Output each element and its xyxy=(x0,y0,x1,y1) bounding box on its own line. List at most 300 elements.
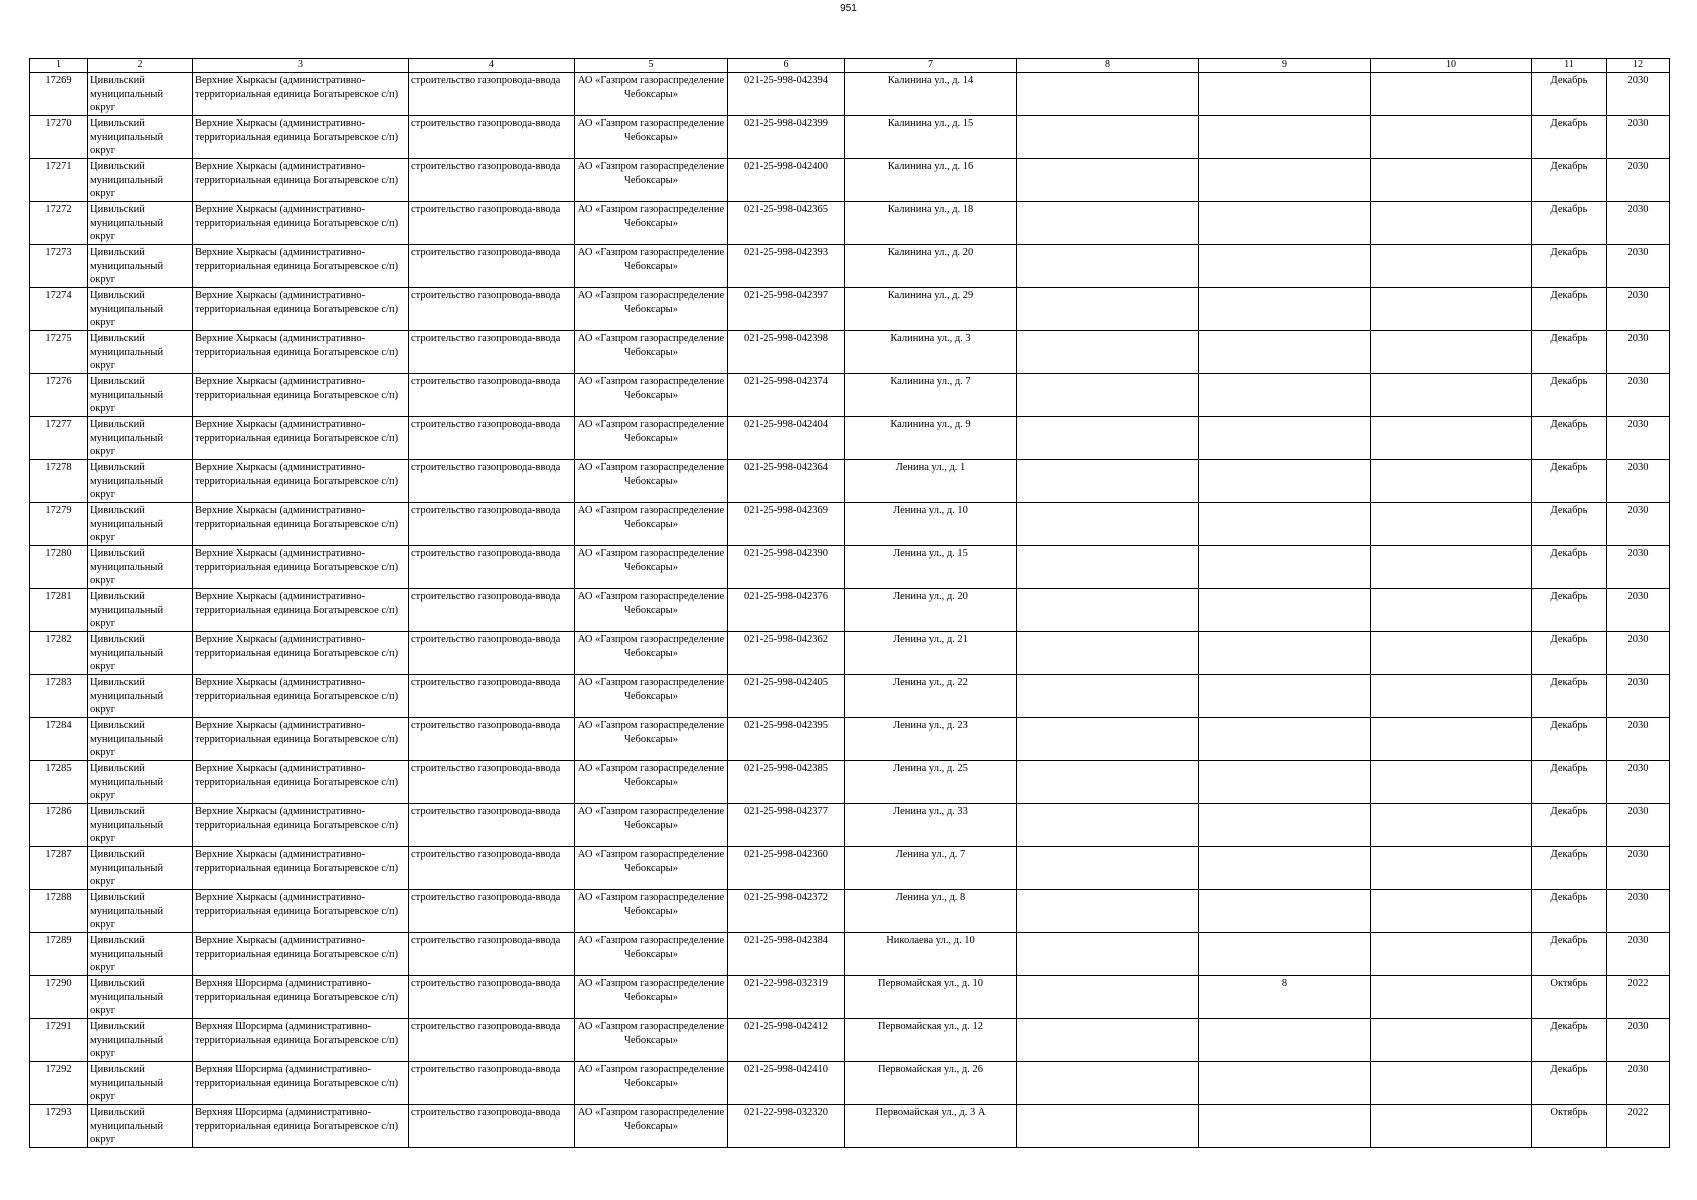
year-cell-text: 2030 xyxy=(1627,935,1649,946)
column-9-cell xyxy=(1199,159,1371,202)
column-9-cell-text xyxy=(1201,762,1368,803)
year-cell-text: 2030 xyxy=(1627,376,1649,387)
work-type-cell-text: строительство газопровода-ввода xyxy=(411,806,561,817)
column-9-cell-text xyxy=(1201,375,1368,416)
month-cell-text: Декабрь xyxy=(1550,849,1588,860)
object-code-cell xyxy=(728,288,845,331)
month-cell xyxy=(1532,417,1607,460)
column-10-cell-text xyxy=(1373,676,1529,717)
district-cell xyxy=(88,288,193,331)
year-cell xyxy=(1607,331,1670,374)
column-header-10: 10 xyxy=(1371,59,1532,73)
object-code-cell-text: 021-25-998-042385 xyxy=(744,763,828,774)
month-cell-text: Декабрь xyxy=(1550,376,1588,387)
organization-cell-text: АО «Газпром газораспределение Чебоксары» xyxy=(577,1021,725,1046)
district-cell-text: Цивильский муниципальный округ xyxy=(90,247,164,285)
column-10-cell-text xyxy=(1373,504,1529,545)
month-cell-text: Декабрь xyxy=(1550,419,1588,430)
district-cell-text: Цивильский муниципальный округ xyxy=(90,591,164,629)
year-cell xyxy=(1607,546,1670,589)
work-type-cell-text: строительство газопровода-ввода xyxy=(411,419,561,430)
address-cell xyxy=(845,847,1017,890)
work-type-cell xyxy=(409,1105,575,1148)
column-8-cell xyxy=(1017,116,1199,159)
settlement-cell xyxy=(193,159,409,202)
settlement-cell-text: Верхняя Шорсирма (административно-территориальная единица Богатыревское с/п) xyxy=(195,1064,399,1089)
address-cell-text: Ленина ул., д. 10 xyxy=(893,505,968,516)
organization-cell-text: АО «Газпром газораспределение Чебоксары» xyxy=(577,849,725,874)
table-header xyxy=(30,59,1670,73)
organization-cell xyxy=(575,589,728,632)
organization-cell-text: АО «Газпром газораспределение Чебоксары» xyxy=(577,333,725,358)
column-9-cell-text xyxy=(1201,848,1368,889)
month-cell-text: Декабрь xyxy=(1550,591,1588,602)
district-cell xyxy=(88,503,193,546)
object-code-cell-text: 021-25-998-042404 xyxy=(744,419,828,430)
district-cell-text: Цивильский муниципальный округ xyxy=(90,505,164,543)
settlement-cell-text: Верхние Хыркасы (административно-территориальная единица Богатыревское с/п) xyxy=(195,333,399,358)
organization-cell-text: АО «Газпром газораспределение Чебоксары» xyxy=(577,118,725,143)
month-cell-text: Декабрь xyxy=(1550,720,1588,731)
organization-cell xyxy=(575,245,728,288)
object-code-cell-text: 021-25-998-042374 xyxy=(744,376,828,387)
organization-cell-text: АО «Газпром газораспределение Чебоксары» xyxy=(577,978,725,1003)
address-cell xyxy=(845,374,1017,417)
column-8-cell xyxy=(1017,589,1199,632)
work-type-cell-text: строительство газопровода-ввода xyxy=(411,978,561,989)
settlement-cell-text: Верхние Хыркасы (административно-территориальная единица Богатыревское с/п) xyxy=(195,247,399,272)
object-code-cell xyxy=(728,847,845,890)
column-8-cell-text xyxy=(1019,977,1196,1018)
object-code-cell xyxy=(728,675,845,718)
object-code-cell xyxy=(728,1019,845,1062)
work-type-cell xyxy=(409,804,575,847)
column-8-cell-text xyxy=(1019,1106,1196,1147)
settlement-cell xyxy=(193,202,409,245)
address-cell-text: Первомайская ул., д. 12 xyxy=(878,1021,983,1032)
column-10-cell xyxy=(1371,331,1532,374)
column-9-cell-text xyxy=(1201,418,1368,459)
table-row xyxy=(30,460,1670,503)
organization-cell-text: АО «Газпром газораспределение Чебоксары» xyxy=(577,591,725,616)
row-number-text: 17285 xyxy=(45,763,72,774)
settlement-cell-text: Верхняя Шорсирма (административно-территориальная единица Богатыревское с/п) xyxy=(195,978,399,1003)
district-cell xyxy=(88,804,193,847)
district-cell-text: Цивильский муниципальный округ xyxy=(90,204,164,242)
column-10-cell xyxy=(1371,761,1532,804)
column-10-cell xyxy=(1371,804,1532,847)
column-10-cell-text xyxy=(1373,74,1529,115)
table-row xyxy=(30,331,1670,374)
work-type-cell xyxy=(409,460,575,503)
address-cell xyxy=(845,159,1017,202)
organization-cell xyxy=(575,933,728,976)
column-10-cell-text xyxy=(1373,289,1529,330)
settlement-cell-text: Верхние Хыркасы (административно-территориальная единица Богатыревское с/п) xyxy=(195,935,399,960)
column-9-cell xyxy=(1199,73,1371,116)
work-type-cell-text: строительство газопровода-ввода xyxy=(411,462,561,473)
address-cell xyxy=(845,976,1017,1019)
work-type-cell-text: строительство газопровода-ввода xyxy=(411,204,561,215)
object-code-cell-text: 021-25-998-042399 xyxy=(744,118,828,129)
month-cell xyxy=(1532,202,1607,245)
month-cell xyxy=(1532,331,1607,374)
row-number xyxy=(30,890,88,933)
settlement-cell xyxy=(193,374,409,417)
column-9-cell-text xyxy=(1201,719,1368,760)
organization-cell xyxy=(575,804,728,847)
settlement-cell xyxy=(193,73,409,116)
address-cell xyxy=(845,245,1017,288)
gas-register-table xyxy=(29,58,1670,1148)
district-cell-text: Цивильский муниципальный округ xyxy=(90,1021,164,1059)
table-row xyxy=(30,245,1670,288)
row-number xyxy=(30,374,88,417)
month-cell xyxy=(1532,73,1607,116)
table-row xyxy=(30,890,1670,933)
address-cell-text: Ленина ул., д. 20 xyxy=(893,591,968,602)
year-cell-text: 2030 xyxy=(1627,505,1649,516)
settlement-cell-text: Верхняя Шорсирма (административно-территориальная единица Богатыревское с/п) xyxy=(195,1021,399,1046)
district-cell xyxy=(88,847,193,890)
column-10-cell-text xyxy=(1373,848,1529,889)
column-header-12: 12 xyxy=(1607,59,1670,73)
organization-cell xyxy=(575,976,728,1019)
year-cell xyxy=(1607,417,1670,460)
object-code-cell-text: 021-22-998-032319 xyxy=(744,978,828,989)
month-cell xyxy=(1532,374,1607,417)
column-9-cell-text xyxy=(1201,461,1368,502)
district-cell xyxy=(88,202,193,245)
column-9-cell-text xyxy=(1201,74,1368,115)
column-header-2: 2 xyxy=(88,59,193,73)
column-9-cell xyxy=(1199,546,1371,589)
year-cell-text: 2030 xyxy=(1627,118,1649,129)
month-cell-text: Декабрь xyxy=(1550,462,1588,473)
row-number-text: 17273 xyxy=(45,247,72,258)
column-10-cell-text xyxy=(1373,246,1529,287)
organization-cell-text: АО «Газпром газораспределение Чебоксары» xyxy=(577,720,725,745)
settlement-cell xyxy=(193,288,409,331)
settlement-cell-text: Верхние Хыркасы (административно-территориальная единица Богатыревское с/п) xyxy=(195,161,399,186)
month-cell-text: Декабрь xyxy=(1550,634,1588,645)
column-10-cell xyxy=(1371,890,1532,933)
organization-cell xyxy=(575,73,728,116)
row-number-text: 17284 xyxy=(45,720,72,731)
column-9-cell xyxy=(1199,374,1371,417)
row-number xyxy=(30,933,88,976)
work-type-cell xyxy=(409,890,575,933)
work-type-cell-text: строительство газопровода-ввода xyxy=(411,548,561,559)
year-cell xyxy=(1607,761,1670,804)
settlement-cell xyxy=(193,331,409,374)
month-cell xyxy=(1532,1062,1607,1105)
column-10-cell-text xyxy=(1373,117,1529,158)
column-10-cell xyxy=(1371,632,1532,675)
object-code-cell-text: 021-25-998-042400 xyxy=(744,161,828,172)
settlement-cell xyxy=(193,761,409,804)
object-code-cell xyxy=(728,761,845,804)
column-8-cell-text xyxy=(1019,547,1196,588)
row-number xyxy=(30,1062,88,1105)
column-10-cell-text xyxy=(1373,805,1529,846)
settlement-cell-text: Верхние Хыркасы (административно-территориальная единица Богатыревское с/п) xyxy=(195,806,399,831)
row-number xyxy=(30,976,88,1019)
organization-cell xyxy=(575,761,728,804)
year-cell xyxy=(1607,116,1670,159)
table-row xyxy=(30,288,1670,331)
work-type-cell-text: строительство газопровода-ввода xyxy=(411,1107,561,1118)
organization-cell-text: АО «Газпром газораспределение Чебоксары» xyxy=(577,677,725,702)
month-cell xyxy=(1532,245,1607,288)
settlement-cell xyxy=(193,116,409,159)
district-cell xyxy=(88,632,193,675)
month-cell-text: Декабрь xyxy=(1550,1064,1588,1075)
year-cell-text: 2030 xyxy=(1627,204,1649,215)
district-cell-text: Цивильский муниципальный округ xyxy=(90,75,164,113)
work-type-cell xyxy=(409,976,575,1019)
row-number xyxy=(30,245,88,288)
table-row xyxy=(30,847,1670,890)
object-code-cell-text: 021-25-998-042372 xyxy=(744,892,828,903)
column-8-cell-text xyxy=(1019,375,1196,416)
district-cell xyxy=(88,890,193,933)
column-10-cell-text xyxy=(1373,1020,1529,1061)
object-code-cell-text: 021-25-998-042365 xyxy=(744,204,828,215)
address-cell xyxy=(845,1062,1017,1105)
column-8-cell xyxy=(1017,417,1199,460)
year-cell-text: 2030 xyxy=(1627,75,1649,86)
row-number xyxy=(30,417,88,460)
address-cell-text: Ленина ул., д. 7 xyxy=(895,849,966,860)
work-type-cell xyxy=(409,718,575,761)
column-9-cell xyxy=(1199,890,1371,933)
column-9-cell-text xyxy=(1201,891,1368,932)
organization-cell xyxy=(575,847,728,890)
column-header-8: 8 xyxy=(1017,59,1199,73)
year-cell xyxy=(1607,1105,1670,1148)
work-type-cell-text: строительство газопровода-ввода xyxy=(411,1064,561,1075)
district-cell xyxy=(88,159,193,202)
address-cell-text: Ленина ул., д. 8 xyxy=(895,892,966,903)
row-number-text: 17278 xyxy=(45,462,72,473)
year-cell-text: 2030 xyxy=(1627,720,1649,731)
month-cell xyxy=(1532,761,1607,804)
column-10-cell-text xyxy=(1373,977,1529,1018)
object-code-cell-text: 021-25-998-042398 xyxy=(744,333,828,344)
work-type-cell xyxy=(409,417,575,460)
district-cell-text: Цивильский муниципальный округ xyxy=(90,763,164,801)
column-9-cell xyxy=(1199,245,1371,288)
work-type-cell-text: строительство газопровода-ввода xyxy=(411,935,561,946)
column-header-11: 11 xyxy=(1532,59,1607,73)
address-cell xyxy=(845,288,1017,331)
year-cell xyxy=(1607,632,1670,675)
address-cell xyxy=(845,202,1017,245)
column-header-3: 3 xyxy=(193,59,409,73)
table-row xyxy=(30,589,1670,632)
organization-cell-text: АО «Газпром газораспределение Чебоксары» xyxy=(577,1064,725,1089)
settlement-cell-text: Верхние Хыркасы (административно-территориальная единица Богатыревское с/п) xyxy=(195,376,399,401)
address-cell-text: Калинина ул., д. 14 xyxy=(887,75,974,86)
organization-cell xyxy=(575,202,728,245)
organization-cell xyxy=(575,675,728,718)
work-type-cell xyxy=(409,202,575,245)
table-row xyxy=(30,417,1670,460)
year-cell-text: 2030 xyxy=(1627,333,1649,344)
column-8-cell xyxy=(1017,1019,1199,1062)
column-header-1: 1 xyxy=(30,59,88,73)
organization-cell-text: АО «Газпром газораспределение Чебоксары» xyxy=(577,462,725,487)
object-code-cell-text: 021-25-998-042377 xyxy=(744,806,828,817)
column-8-cell xyxy=(1017,460,1199,503)
column-10-cell-text xyxy=(1373,547,1529,588)
object-code-cell xyxy=(728,933,845,976)
year-cell-text: 2030 xyxy=(1627,247,1649,258)
column-8-cell xyxy=(1017,675,1199,718)
address-cell xyxy=(845,589,1017,632)
address-cell xyxy=(845,73,1017,116)
object-code-cell xyxy=(728,718,845,761)
column-10-cell xyxy=(1371,417,1532,460)
district-cell xyxy=(88,589,193,632)
column-8-cell-text xyxy=(1019,418,1196,459)
column-10-cell xyxy=(1371,116,1532,159)
column-9-cell-text xyxy=(1201,1106,1368,1147)
object-code-cell-text: 021-25-998-042390 xyxy=(744,548,828,559)
year-cell xyxy=(1607,374,1670,417)
district-cell-text: Цивильский муниципальный округ xyxy=(90,720,164,758)
organization-cell-text: АО «Газпром газораспределение Чебоксары» xyxy=(577,419,725,444)
column-9-cell xyxy=(1199,1062,1371,1105)
district-cell-text: Цивильский муниципальный округ xyxy=(90,1107,164,1145)
year-cell xyxy=(1607,933,1670,976)
month-cell-text: Декабрь xyxy=(1550,333,1588,344)
object-code-cell-text: 021-25-998-042384 xyxy=(744,935,828,946)
table-row xyxy=(30,73,1670,116)
settlement-cell xyxy=(193,804,409,847)
column-8-cell xyxy=(1017,159,1199,202)
settlement-cell xyxy=(193,417,409,460)
object-code-cell-text: 021-22-998-032320 xyxy=(744,1107,828,1118)
settlement-cell-text: Верхние Хыркасы (административно-территориальная единица Богатыревское с/п) xyxy=(195,419,399,444)
row-number-text: 17280 xyxy=(45,548,72,559)
address-cell-text: Калинина ул., д. 20 xyxy=(887,247,974,258)
row-number-text: 17281 xyxy=(45,591,72,602)
settlement-cell-text: Верхние Хыркасы (административно-территориальная единица Богатыревское с/п) xyxy=(195,505,399,530)
column-8-cell-text xyxy=(1019,332,1196,373)
address-cell-text: Ленина ул., д. 22 xyxy=(893,677,968,688)
row-number xyxy=(30,761,88,804)
object-code-cell xyxy=(728,159,845,202)
column-8-cell-text xyxy=(1019,891,1196,932)
table-row xyxy=(30,675,1670,718)
column-10-cell xyxy=(1371,589,1532,632)
district-cell xyxy=(88,417,193,460)
district-cell xyxy=(88,245,193,288)
column-9-cell xyxy=(1199,847,1371,890)
object-code-cell xyxy=(728,331,845,374)
district-cell xyxy=(88,1019,193,1062)
settlement-cell-text: Верхние Хыркасы (административно-территориальная единица Богатыревское с/п) xyxy=(195,634,399,659)
header-row xyxy=(30,59,1670,73)
year-cell xyxy=(1607,159,1670,202)
row-number xyxy=(30,804,88,847)
district-cell-text: Цивильский муниципальный округ xyxy=(90,1064,164,1102)
district-cell xyxy=(88,1105,193,1148)
settlement-cell xyxy=(193,1105,409,1148)
month-cell-text: Декабрь xyxy=(1550,935,1588,946)
row-number xyxy=(30,116,88,159)
column-header-5: 5 xyxy=(575,59,728,73)
settlement-cell xyxy=(193,546,409,589)
object-code-cell xyxy=(728,546,845,589)
year-cell xyxy=(1607,589,1670,632)
column-9-cell xyxy=(1199,589,1371,632)
column-10-cell-text xyxy=(1373,719,1529,760)
column-9-cell-text xyxy=(1201,117,1368,158)
column-8-cell xyxy=(1017,761,1199,804)
address-cell xyxy=(845,761,1017,804)
address-cell xyxy=(845,460,1017,503)
column-header-6: 6 xyxy=(728,59,845,73)
organization-cell xyxy=(575,374,728,417)
district-cell xyxy=(88,718,193,761)
organization-cell xyxy=(575,1019,728,1062)
column-9-cell xyxy=(1199,1105,1371,1148)
column-9-cell-text: 8 xyxy=(1281,978,1288,989)
organization-cell-text: АО «Газпром газораспределение Чебоксары» xyxy=(577,1107,725,1132)
month-cell-text: Декабрь xyxy=(1550,161,1588,172)
table-row xyxy=(30,503,1670,546)
month-cell-text: Декабрь xyxy=(1550,505,1588,516)
page-number: 951 xyxy=(840,3,857,14)
month-cell xyxy=(1532,804,1607,847)
month-cell-text: Декабрь xyxy=(1550,806,1588,817)
column-10-cell xyxy=(1371,460,1532,503)
table-row xyxy=(30,804,1670,847)
column-10-cell-text xyxy=(1373,203,1529,244)
row-number-text: 17275 xyxy=(45,333,72,344)
object-code-cell-text: 021-25-998-042395 xyxy=(744,720,828,731)
organization-cell xyxy=(575,116,728,159)
organization-cell xyxy=(575,288,728,331)
month-cell xyxy=(1532,546,1607,589)
column-8-cell-text xyxy=(1019,1063,1196,1104)
object-code-cell xyxy=(728,417,845,460)
column-10-cell-text xyxy=(1373,762,1529,803)
column-8-cell-text xyxy=(1019,203,1196,244)
column-8-cell-text xyxy=(1019,461,1196,502)
row-number-text: 17292 xyxy=(45,1064,72,1075)
settlement-cell-text: Верхние Хыркасы (административно-территориальная единица Богатыревское с/п) xyxy=(195,892,399,917)
row-number xyxy=(30,159,88,202)
settlement-cell-text: Верхние Хыркасы (административно-территориальная единица Богатыревское с/п) xyxy=(195,849,399,874)
month-cell xyxy=(1532,1105,1607,1148)
column-10-cell xyxy=(1371,202,1532,245)
work-type-cell-text: строительство газопровода-ввода xyxy=(411,591,561,602)
object-code-cell xyxy=(728,976,845,1019)
organization-cell-text: АО «Газпром газораспределение Чебоксары» xyxy=(577,376,725,401)
organization-cell-text: АО «Газпром газораспределение Чебоксары» xyxy=(577,247,725,272)
work-type-cell xyxy=(409,116,575,159)
row-number-text: 17290 xyxy=(45,978,72,989)
work-type-cell-text: строительство газопровода-ввода xyxy=(411,376,561,387)
row-number-text: 17282 xyxy=(45,634,72,645)
object-code-cell xyxy=(728,890,845,933)
address-cell-text: Николаева ул., д. 10 xyxy=(886,935,975,946)
column-8-cell xyxy=(1017,245,1199,288)
